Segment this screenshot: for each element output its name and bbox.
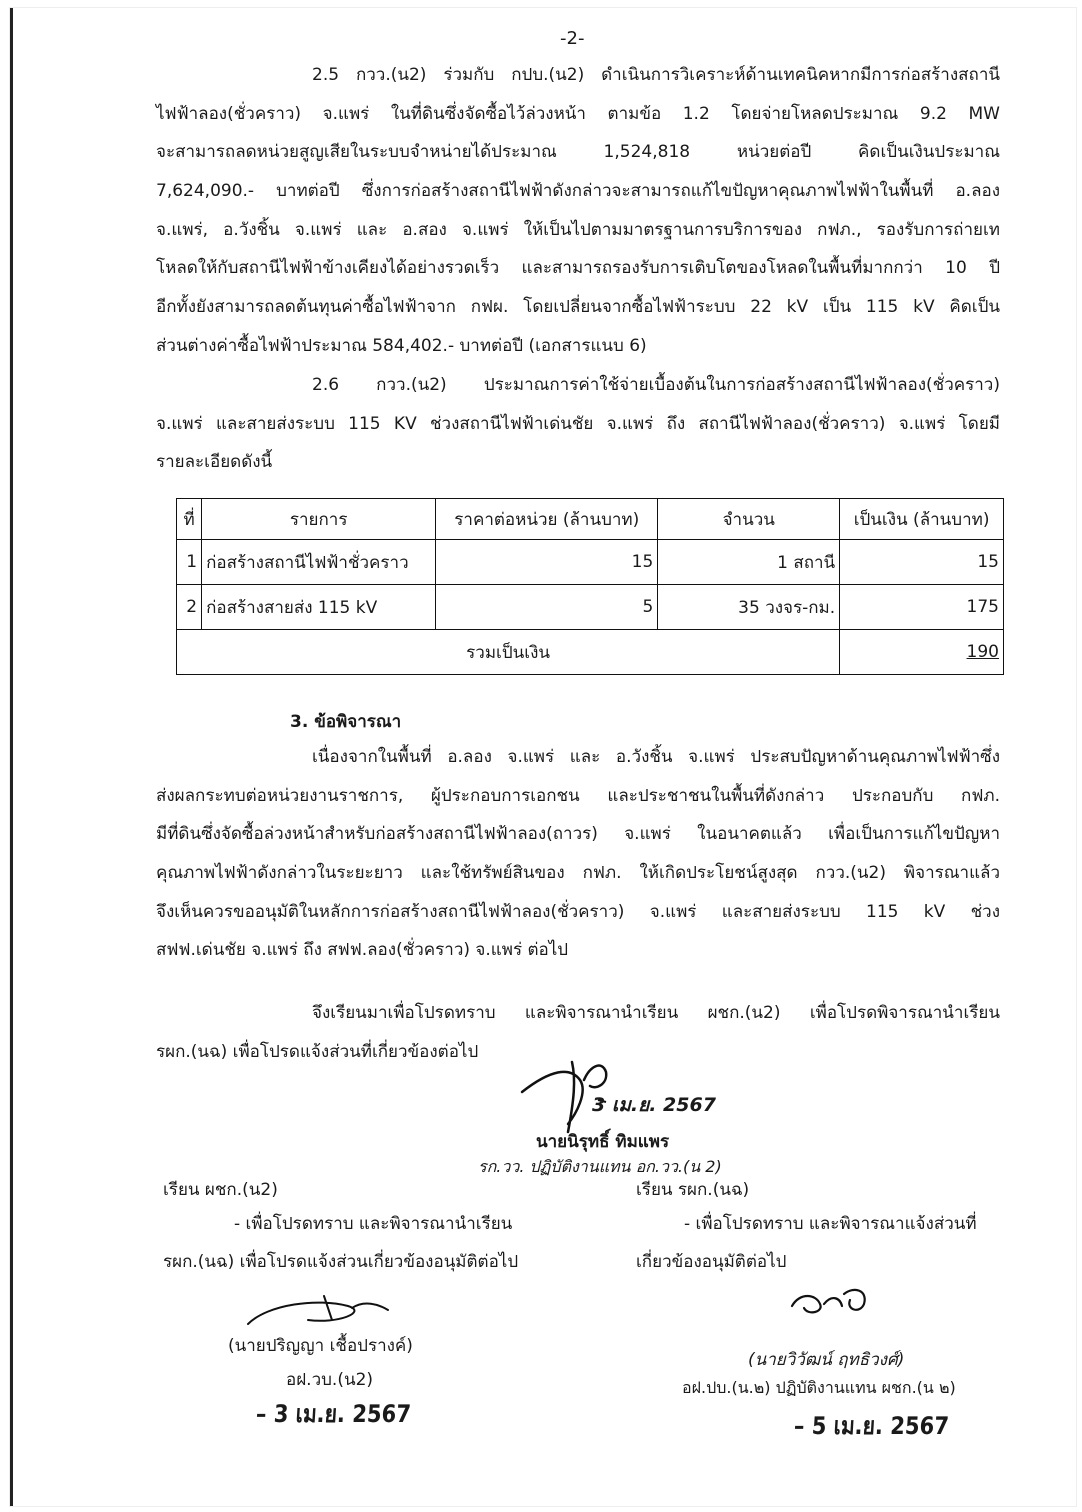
endorse-right-title: อฝ.ปบ.(น.๒) ปฏิบัติงานแทน ผชก.(น ๒) — [682, 1378, 956, 1397]
signer-title: รก.วว. ปฏิบัติงานแทน อก.วว.(น 2) — [478, 1157, 722, 1176]
table-cell: 1 สถานี — [658, 540, 840, 585]
table-cell: ก่อสร้างสายส่ง 115 kV — [202, 585, 436, 630]
paragraph-line: รผก.(นฉ) เพื่อโปรดแจ้งส่วนที่เกี่ยวข้องต่อไป — [156, 1041, 479, 1062]
table-cell: 15 — [436, 540, 658, 585]
table-row — [177, 585, 1004, 630]
section-2-5 — [156, 56, 1000, 366]
section-3 — [156, 738, 1000, 970]
endorse-right-to: เรียน รผก.(นฉ) — [636, 1180, 750, 1200]
table-cell: 15 — [840, 540, 1004, 585]
endorse-left-name: (นายปริญญา เชื้อปรางค์) — [228, 1336, 413, 1356]
paragraph-line: จะสามารถลดหน่วยสูญเสียในระบบจำหน่ายได้ประมาณ 1,524,818 หน่วยต่อปี คิดเป็นเงินประมาณ — [156, 142, 1000, 163]
paragraph-line: 7,624,090.- บาทต่อปี ซึ่งการก่อสร้างสถานีไฟฟ้าดังกล่าวจะสามารถแก้ไขปัญหาคุณภาพไฟฟ้าในพื้นที่ อ.ลอง — [156, 181, 1000, 202]
total-value: 190 — [966, 642, 999, 662]
column-header: รายการ — [202, 499, 436, 540]
endorse-right-line1: - เพื่อโปรดทราบ และพิจารณาแจ้งส่วนที่ — [684, 1214, 977, 1234]
paragraph-line: โหลดให้กับสถานีไฟฟ้าข้างเคียงได้อย่างรวดเร็ว และสามารถรองรับการเติบโตของโหลดในพื้นที่มากกว่า 10 ปี — [156, 258, 1000, 279]
table-header-row — [177, 499, 1004, 540]
table-cell: 1 — [177, 540, 202, 585]
table-cell: ก่อสร้างสถานีไฟฟ้าชั่วคราว — [202, 540, 436, 585]
table-cell: 175 — [840, 585, 1004, 630]
date-stamp: – 5 เม.ย. 2567 — [793, 1412, 950, 1440]
paragraph-line: คุณภาพไฟฟ้าดังกล่าวในระยะยาว และใช้ทรัพย์สินของ กฟภ. ให้เกิดประโยชน์สูงสุด กวว.(น2) พิจารณาแล้ว — [156, 863, 1000, 884]
endorse-right-line2: เกี่ยวข้องอนุมัติต่อไป — [636, 1252, 787, 1272]
column-header: ที่ — [177, 499, 202, 540]
table-cell: 2 — [177, 585, 202, 630]
handwritten-date: 3 เม.ย. 2567 — [592, 1094, 716, 1116]
column-header: จำนวน — [658, 499, 840, 540]
paragraph-line: มีที่ดินซึ่งจัดซื้อล่วงหน้าสำหรับก่อสร้างสถานีไฟฟ้าลอง(ถาวร) จ.แพร่ ในอนาคตแล้ว เพื่อเป็นการแก้ไขปัญหา — [156, 824, 1000, 845]
handwritten-signature — [780, 1280, 890, 1328]
total-label: รวมเป็นเงิน — [177, 630, 840, 675]
date-stamp: – 3 เม.ย. 2567 — [255, 1400, 412, 1428]
column-header: ราคาต่อหน่วย (ล้านบาท) — [436, 499, 658, 540]
paragraph-line: สฟฟ.เด่นชัย จ.แพร่ ถึง สฟฟ.ลอง(ชั่วคราว) จ.แพร่ ต่อไป — [156, 940, 569, 961]
page-number: -2- — [560, 28, 585, 49]
table-total-row — [177, 630, 1004, 675]
paragraph-line: 2.6 กวว.(น2) ประมาณการค่าใช้จ่ายเบื้องต้นในการก่อสร้างสถานีไฟฟ้าลอง(ชั่วคราว) — [312, 375, 1000, 395]
paragraph-line: จ.แพร่ และสายส่งระบบ 115 KV ช่วงสถานีไฟฟ้าเด่นชัย จ.แพร่ ถึง สถานีไฟฟ้าลอง(ชั่วคราว) จ.แพร่ โดยมี — [156, 413, 1000, 434]
total-value-cell — [840, 630, 1004, 675]
paragraph-line: เนื่องจากในพื้นที่ อ.ลอง จ.แพร่ และ อ.วังชิ้น จ.แพร่ ประสบปัญหาด้านคุณภาพไฟฟ้าซึ่ง — [312, 747, 1000, 767]
endorse-left-line1: - เพื่อโปรดทราบ และพิจารณานำเรียน — [234, 1214, 513, 1234]
paragraph-line: ไฟฟ้าลอง(ชั่วคราว) จ.แพร่ ในที่ดินซึ่งจัดซื้อไว้ล่วงหน้า ตามข้อ 1.2 โดยจ่ายโหลดประมาณ 9.2 MW — [156, 103, 1000, 124]
table-cell: 5 — [436, 585, 658, 630]
section-2-6 — [156, 366, 1000, 482]
paragraph-line: รายละเอียดดังนี้ — [156, 452, 273, 473]
paragraph-line: ส่วนต่างค่าซื้อไฟฟ้าประมาณ 584,402.- บาทต่อปี (เอกสารแนบ 6) — [156, 335, 647, 356]
section-3-heading: 3. ข้อพิจารณา — [290, 712, 402, 732]
paragraph-line: จ.แพร่, อ.วังชิ้น จ.แพร่ และ อ.สอง จ.แพร่ ให้เป็นไปตามมาตรฐานการบริการของ กฟภ., รองรับการถ่ายเท — [156, 219, 1000, 240]
table-row — [177, 540, 1004, 585]
endorse-right-name: (นายวิวัฒน์ ฤทธิวงศ์) — [748, 1350, 905, 1370]
paragraph-line: จึงเรียนมาเพื่อโปรดทราบ และพิจารณานำเรียน ผชก.(น2) เพื่อโปรดพิจารณานำเรียน — [312, 1003, 1000, 1023]
table-cell: 35 วงจร-กม. — [658, 585, 840, 630]
paragraph-line: 2.5 กวว.(น2) ร่วมกับ กปบ.(น2) ดำเนินการวิเคราะห์ด้านเทคนิคหากมีการก่อสร้างสถานี — [312, 65, 1000, 85]
paragraph-line: จึงเห็นควรขออนุมัติในหลักการก่อสร้างสถานีไฟฟ้าลอง(ชั่วคราว) จ.แพร่ และสายส่งระบบ 115 kV ช่วง — [156, 901, 1000, 922]
column-header: เป็นเงิน (ล้านบาท) — [840, 499, 1004, 540]
paragraph-line: ส่งผลกระทบต่อหน่วยงานราชการ, ผู้ประกอบการเอกชน และประชาชนในพื้นที่ดังกล่าว ประกอบกับ กฟภ. — [156, 785, 1000, 806]
endorse-left-line2: รผก.(นฉ) เพื่อโปรดแจ้งส่วนเกี่ยวข้องอนุมัติต่อไป — [163, 1252, 519, 1272]
signer-name: นายนิรุทธิ์ ทิมแพร — [536, 1132, 670, 1152]
paragraph-line: อีกทั้งยังสามารถลดต้นทุนค่าซื้อไฟฟ้าจาก กฟผ. โดยเปลี่ยนจากซื้อไฟฟ้าระบบ 22 kV เป็น 115 kV คิดเป็น — [156, 297, 1000, 318]
endorse-left-title: อฝ.วบ.(น2) — [286, 1370, 374, 1390]
budget-table — [176, 498, 1004, 675]
endorse-left-to: เรียน ผชก.(น2) — [163, 1180, 278, 1200]
